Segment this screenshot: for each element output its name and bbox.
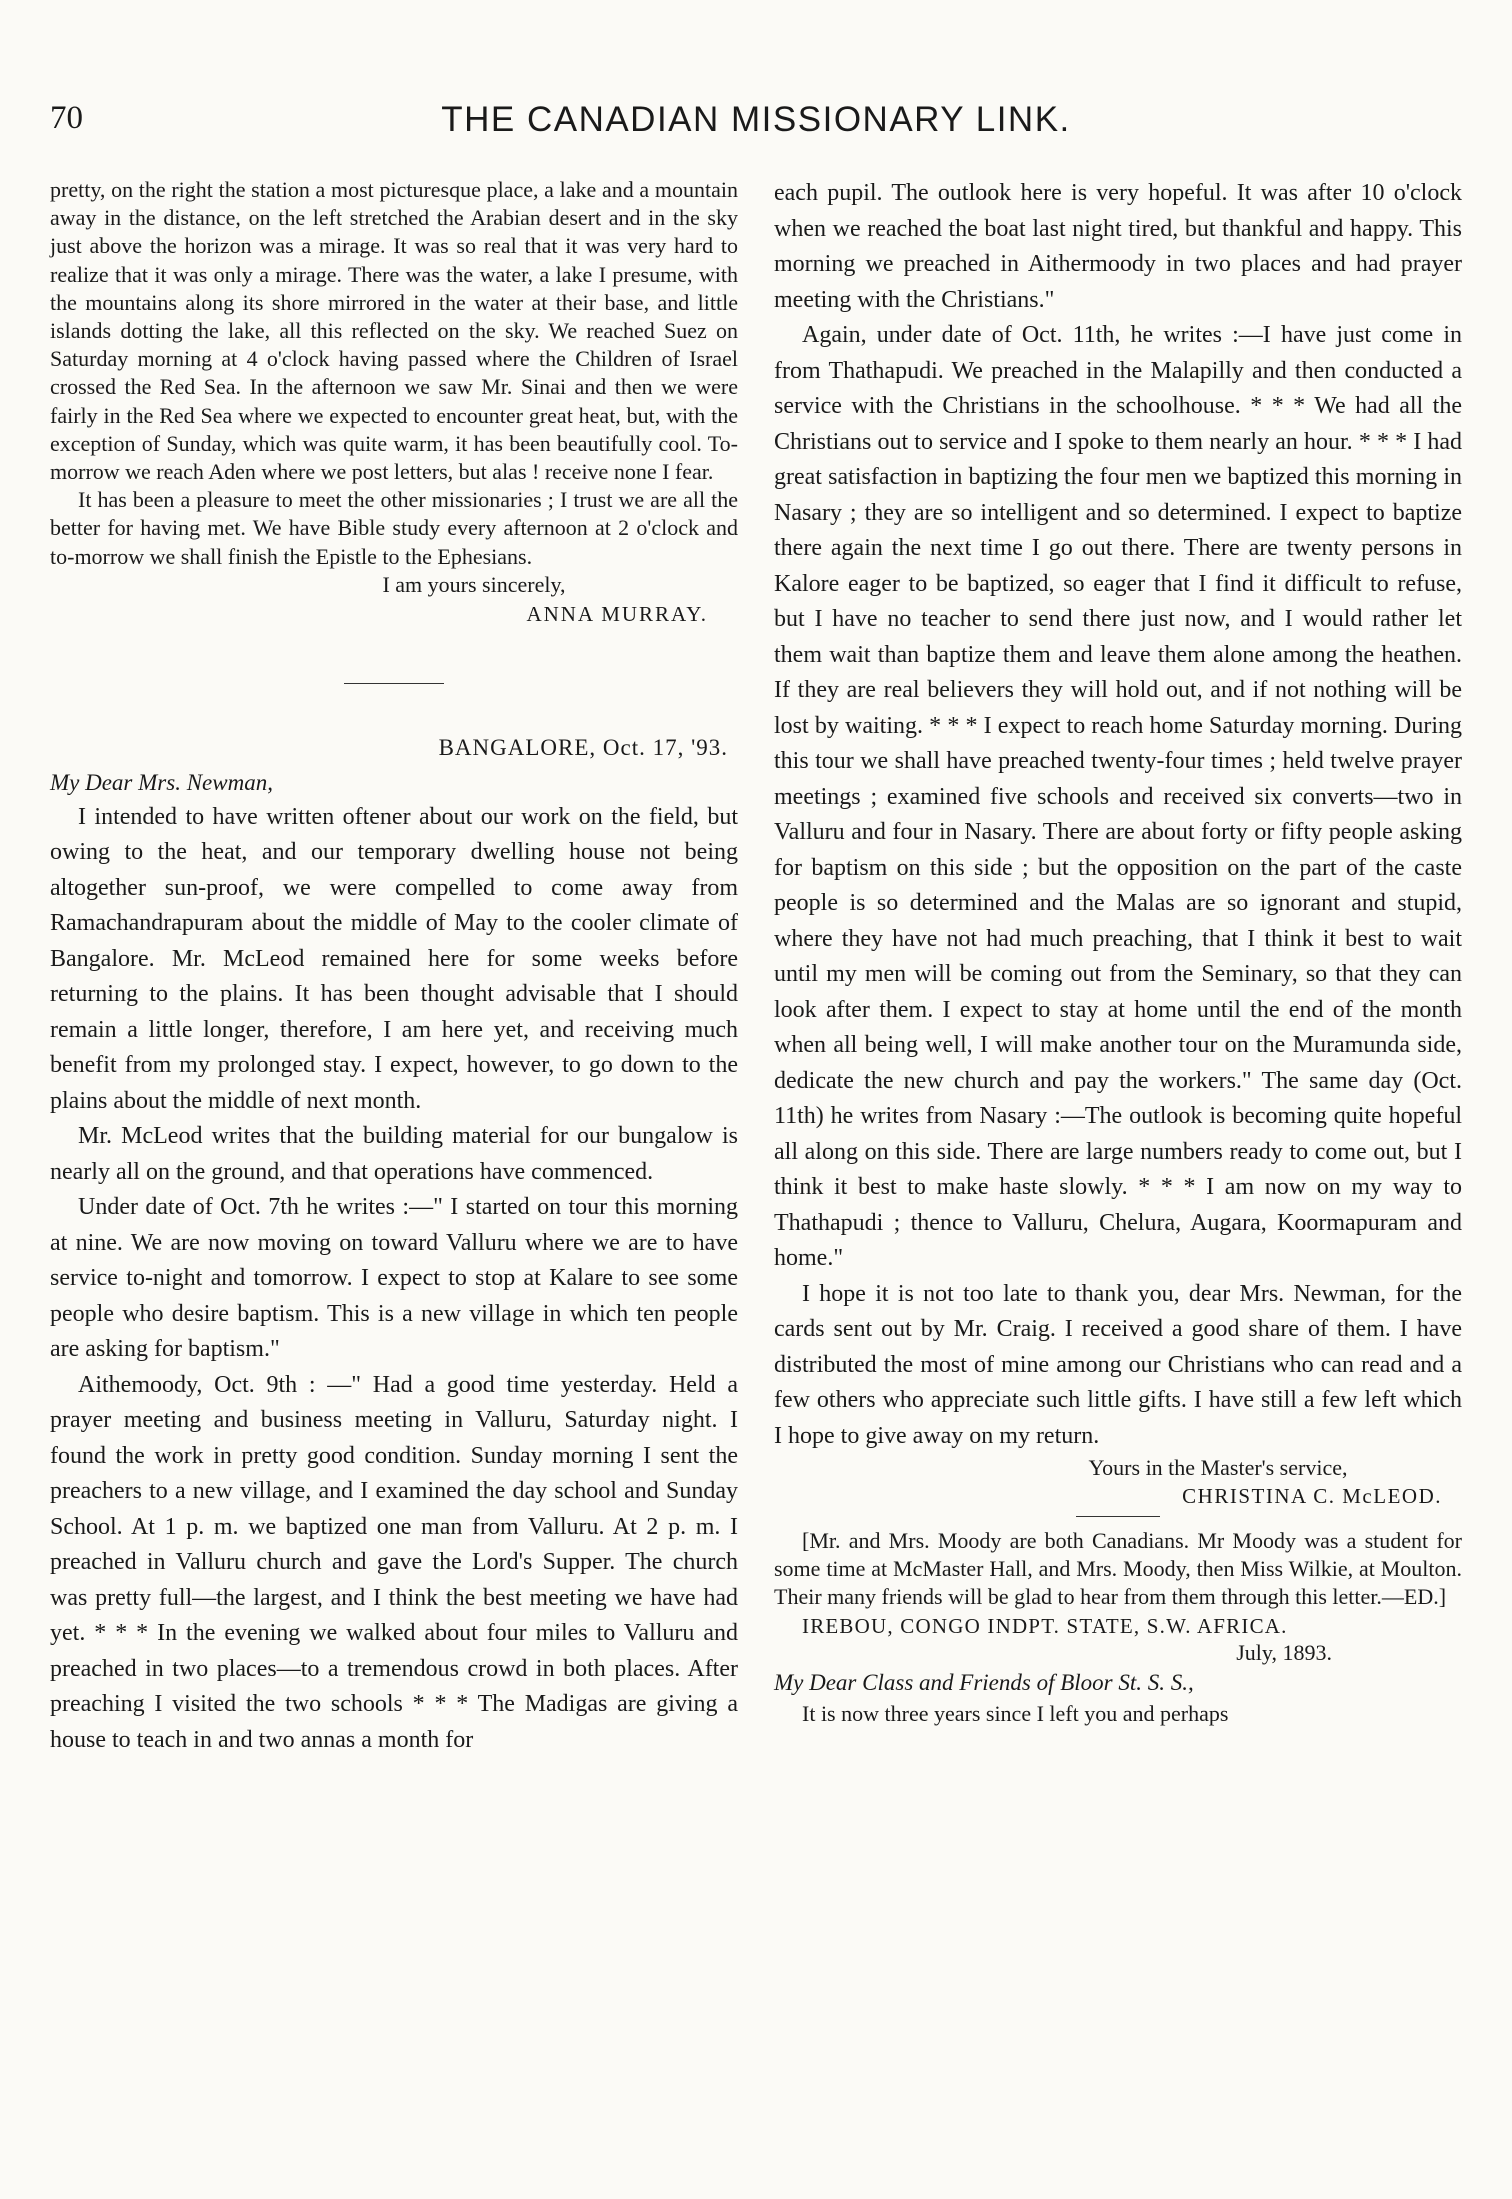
paragraph: Under date of Oct. 7th he writes :—" I started on tour this morning at nine. We are now moving on toward Valluru where we are to have service to-night and tomorrow. I expect to stop at Kalare to see some people who desire baptism. This is a new village in which ten people are asking for baptism." xyxy=(50,1194,738,1363)
paragraph: I hope it is not too late to thank you, dear Mrs. Newman, for the cards sent out by Mr. Craig. I received a good share of them. I have distributed the most of mine among our Christians who can read and a few others who appreciate such little gifts. I have still a few left which I hope to give away on my return. xyxy=(774,1280,1462,1449)
section-divider xyxy=(344,683,444,684)
paragraph: each pupil. The outlook here is very hopeful. It was after 10 o'clock when we reached the boat last night tired, but thankful and happy. This morning we preached in Aithermoody in two places and had prayer meeting with the Christians." xyxy=(774,180,1462,313)
editor-note: [Mr. and Mrs. Moody are both Canadians. Mr Moody was a student for some time at McMaster Hall, and Mrs. Moody, then Miss Wilkie, at Moulton. Their many friends will be glad to hear from them through this letter.—ED.] xyxy=(774,1528,1462,1610)
letter-salutation: My Dear Class and Friends of Bloor St. S. S., xyxy=(774,1669,1194,1695)
section-divider xyxy=(1076,1516,1160,1517)
paragraph: pretty, on the right the station a most picturesque place, a lake and a mountain away in the distance, on the left stretched the Arabian desert and in the sky just above the horizon was a mirage. It was so real that it was very hard to realize that it was only a mirage. There was the water, a lake I presume, with the mountains along its shore mirrored in the water at their base, and little islands dotting the lake, all this reflected on the sky. We reached Suez on Saturday morning at 4 o'clock having passed where the Children of Israel crossed the Red Sea. In the afternoon we saw Mr. Sinai and then we were fairly in the Red Sea where we expected to encounter great heat, but, with the exception of Sunday, which was quite warm, it has been beautifully cool. To-morrow we reach Aden where we post letters, but alas ! receive none I fear. xyxy=(50,177,738,485)
right-column xyxy=(774,176,1462,1728)
left-column xyxy=(50,176,738,1758)
letter-salutation: My Dear Mrs. Newman, xyxy=(50,769,273,795)
letter-closing: I am yours sincerely, xyxy=(382,571,566,597)
paragraph: It has been a pleasure to meet the other missionaries ; I trust we are all the better for having met. We have Bible study every afternoon at 2 o'clock and to-morrow we shall finish the Epistle to the Ephesians. xyxy=(50,487,738,569)
paragraph: It is now three years since I left you and perhaps xyxy=(802,1700,1229,1726)
letter-date: July, 1893. xyxy=(1236,1639,1332,1665)
paragraph: Aithemoody, Oct. 9th : —" Had a good time yesterday. Held a prayer meeting and business meeting in Valluru, Saturday night. I found the work in pretty good condition. Sunday morning I sent the preachers to a new village, and I examined the day school and Sunday School. At 1 p. m. we baptized one man from Valluru. At 2 p. m. I preached in Valluru church and gave the Lord's Supper. The church was pretty full—the largest, and I think the best meeting we have had yet. * * * In the evening we walked about four miles to Valluru and preached in two places—to a tremendous crowd in both places. After preaching I visited the two schools * * * The Madigas are giving a house to teach in and two annas a month for xyxy=(50,1371,738,1753)
paragraph: Mr. McLeod writes that the building material for our bungalow is nearly all on the ground, and that operations have commenced. xyxy=(50,1123,738,1185)
letter-signature: ANNA MURRAY. xyxy=(526,601,708,626)
page-number: 70 xyxy=(50,100,83,136)
page-header xyxy=(50,100,1462,150)
paragraph: Again, under date of Oct. 11th, he writes :—I have just come in from Thathapudi. We preached in the Malapilly and then conducted a service with the Christians in the schoolhouse. * * * We had all the Christians out to service and I spoke to them nearly an hour. * * * I had great satisfaction in baptizing the four men we baptized this morning in Nasary ; they are so intelligent and so determined. I expect to baptize there again the next time I go out there. There are twenty persons in Kalore eager to be baptized, so eager that I find it difficult to refuse, but I have no teacher to send there just now, and I would rather let them wait than baptize them and leave them alone among the heathen. If they are real believers they will hold out, and if not nothing will be lost by waiting. * * * I expect to reach home Saturday morning. During this tour we shall have preached twenty-four times ; held twelve prayer meetings ; examined five schools and received six converts—two in Valluru and four in Nasary. There are about forty or fifty people asking for baptism on this side ; but the opposition on the part of the caste people is so determined and the Malas are so ignorant and stupid, where they have not had much preaching, that I think it best to wait until my men will be coming out from the Seminary, so that they can look after them. I expect to stay at home until the end of the month when all being well, I will make another tour on the Muramunda side, dedicate the new church and pay the workers." The same day (Oct. 11th) he writes from Nasary :—The outlook is becoming quite hopeful all along on this side. There are large numbers ready to come out, but I think it best to make haste slowly. * * * I am now on my way to Thathapudi ; thence to Valluru, Chelura, Augara, Koormapuram and home." xyxy=(774,322,1462,1271)
letter-closing: Yours in the Master's service, xyxy=(1088,1455,1348,1480)
letter-dateline: BANGALORE, Oct. 17, '93. xyxy=(438,734,728,760)
letter-location: IREBOU, CONGO INDPT. STATE, S.W. AFRICA. xyxy=(802,1613,1288,1638)
paragraph: I intended to have written oftener about our work on the field, but owing to the heat, and our temporary dwelling house not being altogether sun-proof, we were compelled to come away from Ramachandrapuram about the middle of May to the cooler climate of Bangalore. Mr. McLeod remained here for some weeks before returning to the plains. It has been thought advisable that I should remain a little longer, therefore, I am here yet, and receiving much benefit from my prolonged stay. I expect, however, to go down to the plains about the middle of next month. xyxy=(50,803,738,1114)
running-title: THE CANADIAN MISSIONARY LINK. xyxy=(441,100,1071,139)
letter-signature: CHRISTINA C. McLEOD. xyxy=(1182,1484,1442,1508)
